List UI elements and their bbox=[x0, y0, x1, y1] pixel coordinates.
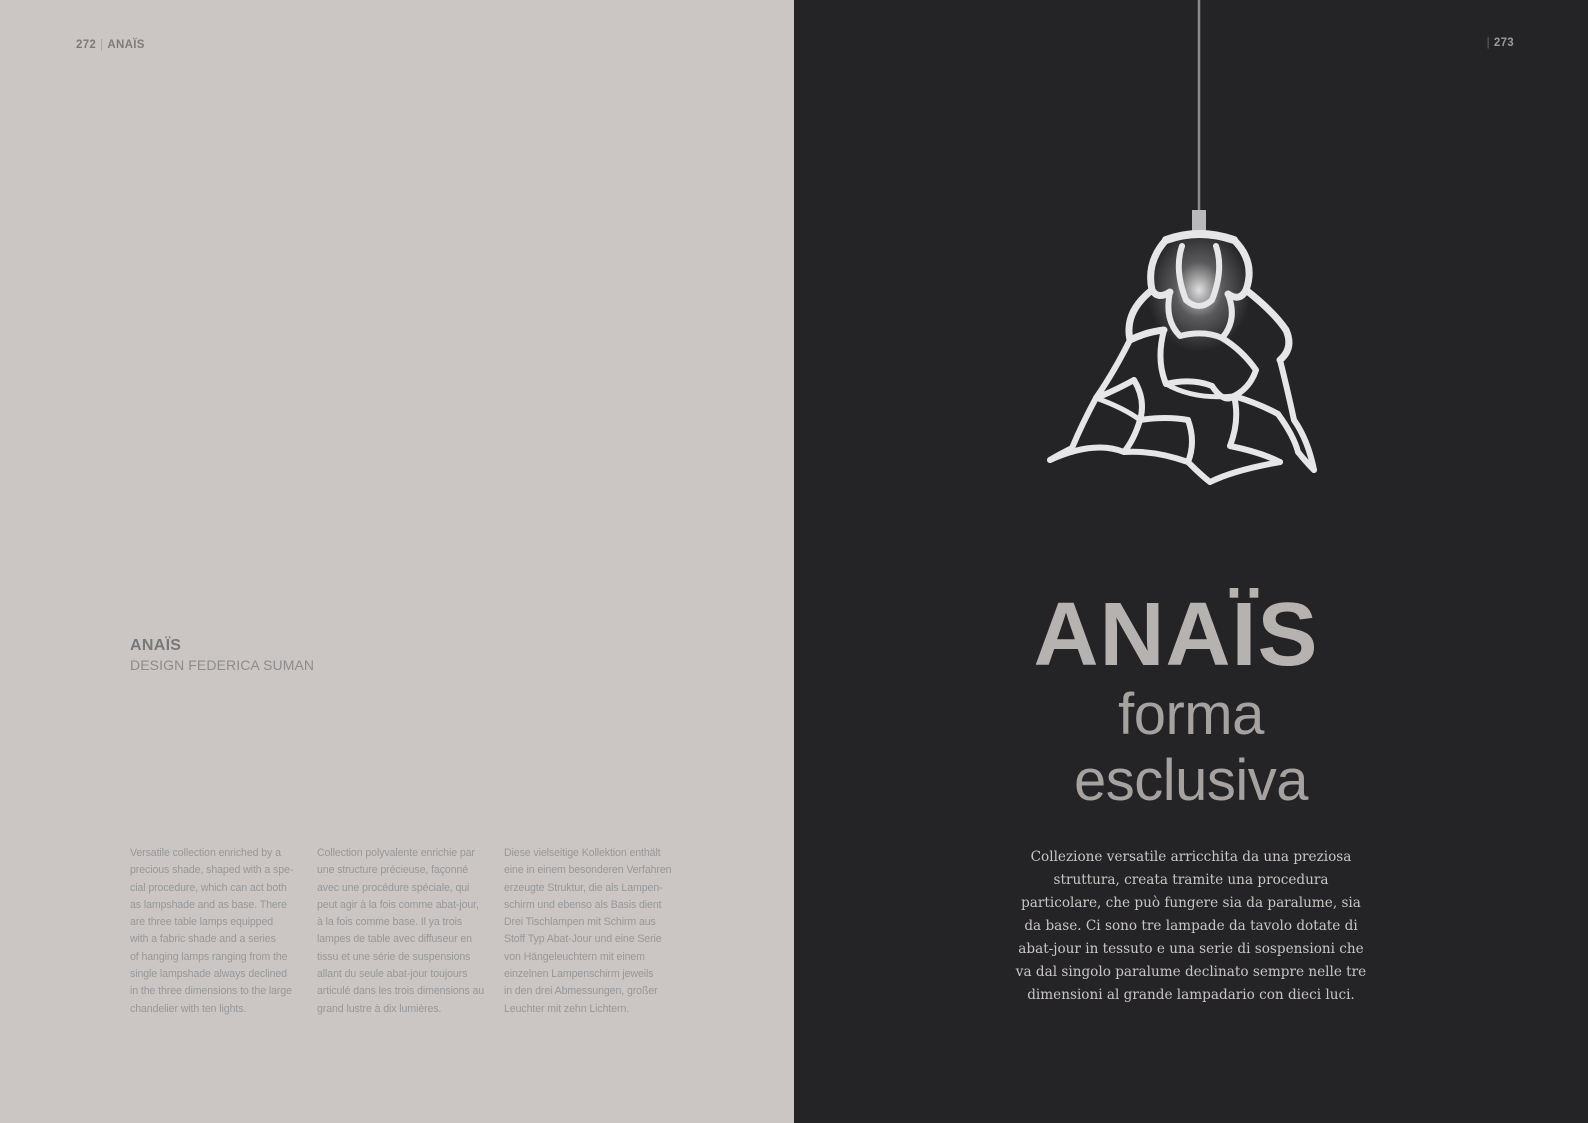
text-line: with a fabric shade and a series bbox=[130, 933, 276, 946]
description-italian bbox=[794, 846, 1588, 1007]
text-line: cial procedure, which can act both bbox=[130, 881, 287, 894]
text-line: Stoff Typ Abat-Jour und eine Serie bbox=[504, 933, 662, 946]
text-line: abat-jour in tessuto e una serie di sospensioni che bbox=[1018, 941, 1364, 957]
text-line: single lampshade always declined bbox=[130, 968, 287, 981]
text-line: von Hängeleuchtern mit einem bbox=[504, 950, 645, 963]
product-designer: DESIGN FEDERICA SUMAN bbox=[130, 657, 315, 673]
text-line: particolare, che può fungere sia da paralume, sia bbox=[1021, 895, 1361, 911]
text-line: Versatile collection enriched by a bbox=[130, 847, 281, 859]
folio-section: ANAÏS bbox=[107, 39, 145, 51]
text-line: va dal singolo paralume declinato sempre nelle tre bbox=[1015, 964, 1367, 980]
text-line: are three table lamps equipped bbox=[130, 916, 274, 929]
text-line: Leuchter mit zehn Lichtern. bbox=[504, 1002, 630, 1015]
text-line: chandelier with ten lights. bbox=[130, 1002, 247, 1015]
text-line: Diese vielseitige Kollektion enthält bbox=[504, 847, 661, 859]
description-german bbox=[504, 845, 676, 1018]
description-french bbox=[317, 845, 489, 1018]
text-line: struttura, creata tramite una procedura bbox=[1053, 872, 1329, 888]
text-line: une structure précieuse, façonné bbox=[317, 864, 469, 877]
subtitle-line-2: esclusiva bbox=[1073, 748, 1309, 813]
description-english bbox=[130, 845, 302, 1018]
collection-title bbox=[794, 585, 1588, 685]
text-line: avec une procédure spéciale, qui bbox=[317, 881, 470, 894]
text-line: Drei Tischlampen mit Schirm aus bbox=[504, 916, 656, 929]
text-line: à la fois comme base. Il ya trois bbox=[317, 916, 463, 929]
text-line: einzelnen Lampenschirm jeweils bbox=[504, 968, 654, 981]
text-line: lampes de table avec diffuseur en bbox=[317, 933, 472, 946]
folio-separator-right: | bbox=[1486, 37, 1490, 49]
folio-left bbox=[76, 39, 145, 51]
text-line: precious shade, shaped with a spe- bbox=[130, 864, 294, 877]
folio-number-left: 272 bbox=[76, 39, 97, 51]
text-line: tissu et une série de suspensions bbox=[317, 950, 471, 963]
text-line: schirm und ebenso als Basis dient bbox=[504, 898, 662, 911]
product-name: ANAÏS bbox=[130, 637, 182, 654]
text-line: Collezione versatile arricchita da una preziosa bbox=[1030, 849, 1352, 865]
text-line: articulé dans les trois dimensions au bbox=[317, 985, 485, 998]
collection-title-text: ANAÏS bbox=[1033, 585, 1319, 685]
text-line: in the three dimensions to the large bbox=[130, 985, 292, 998]
text-line: eine in einem besonderen Verfahren bbox=[504, 864, 672, 877]
text-line: grand lustre à dix lumières. bbox=[317, 1002, 442, 1015]
text-line: dimensioni al grande lampadario con dieci luci. bbox=[1027, 987, 1355, 1003]
folio-separator-left: | bbox=[100, 39, 104, 51]
text-line: of hanging lamps ranging from the bbox=[130, 950, 288, 963]
text-line: da base. Ci sono tre lampade da tavolo dotate di bbox=[1024, 918, 1358, 934]
folio-number-right: 273 bbox=[1493, 37, 1514, 49]
text-line: allant du seule abat-jour toujours bbox=[317, 968, 468, 981]
subtitle-line-1: forma bbox=[1118, 682, 1264, 747]
text-line: peut agir à la fois comme abat-jour, bbox=[317, 898, 479, 911]
pendant-lamp-image bbox=[794, 0, 1588, 520]
text-line: as lampshade and as base. There bbox=[130, 898, 287, 911]
text-line: in den drei Abmessungen, großer bbox=[504, 985, 658, 998]
text-line: erzeugte Struktur, die als Lampen- bbox=[504, 881, 663, 894]
text-line: Collection polyvalente enrichie par bbox=[317, 847, 475, 859]
